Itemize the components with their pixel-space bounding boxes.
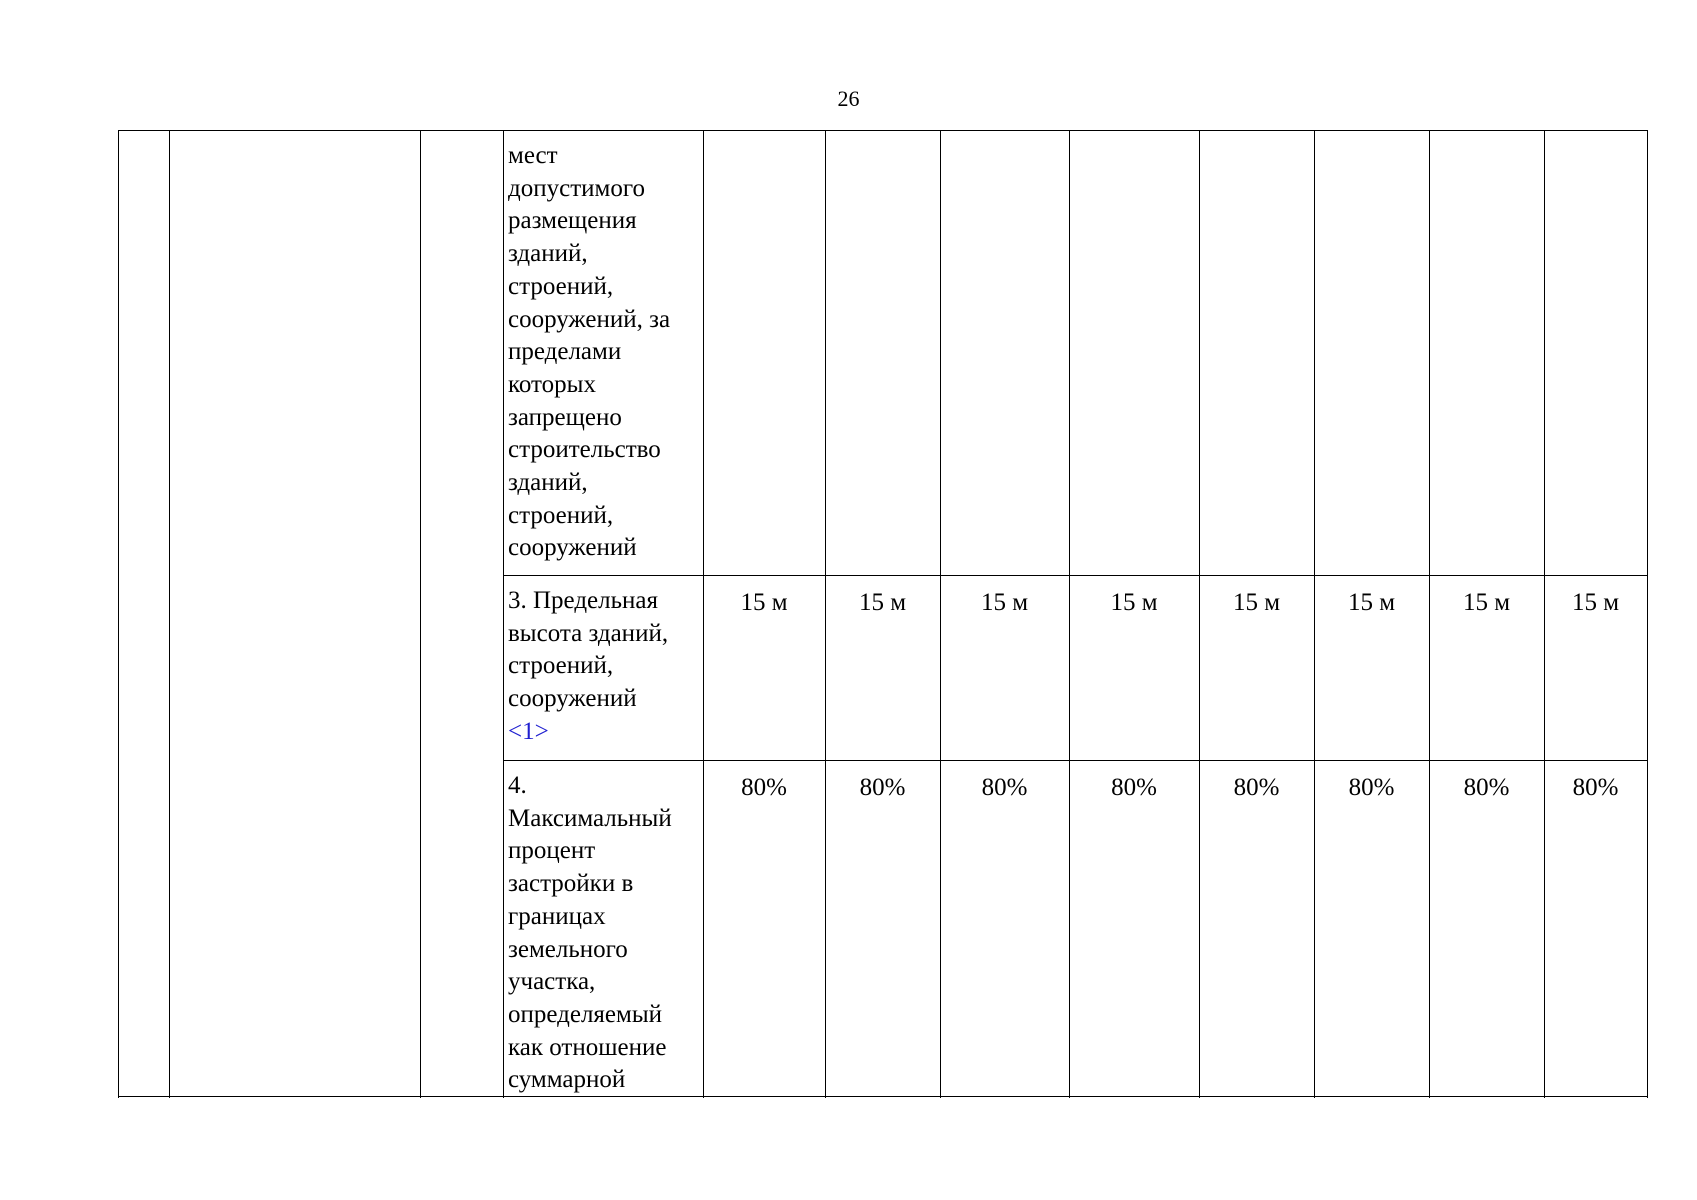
- page-number: 26: [837, 86, 860, 111]
- table-cell-value: 15 м: [858, 589, 907, 616]
- param-line: высота зданий,: [508, 619, 669, 647]
- table-cell-value: 80%: [741, 774, 787, 801]
- table-row-1-parameter: [508, 140, 704, 565]
- table-cell-value: 80%: [981, 774, 1028, 801]
- param-line: 4.: [508, 772, 527, 799]
- param-line: как отношение: [508, 1033, 667, 1061]
- param-line: границах: [508, 902, 606, 930]
- param-line: определяемый: [508, 1000, 663, 1028]
- param-line: строений,: [508, 652, 614, 680]
- row-divider: [503, 760, 1648, 761]
- table-cell-value: 15 м: [1571, 589, 1620, 616]
- table-cell-value: 15 м: [740, 589, 788, 616]
- column-divider: [420, 130, 421, 1098]
- table-row-3-parameter: [508, 770, 704, 1097]
- zoning-parameters-table: [118, 130, 1648, 1098]
- param-line: зданий,: [508, 469, 588, 497]
- param-line: земельного: [508, 935, 628, 963]
- column-divider: [169, 130, 170, 1098]
- table-cell-value: 80%: [1111, 774, 1157, 801]
- param-line: застройки в: [508, 870, 634, 898]
- table-cell-value: 80%: [1572, 774, 1619, 801]
- param-line: мест: [508, 142, 558, 169]
- table-cell-value: 80%: [1348, 774, 1395, 801]
- param-line: которых: [508, 370, 596, 398]
- param-line: сооружений: [508, 534, 637, 562]
- table-border-right: [1647, 130, 1648, 1098]
- table-cell-value: 15 м: [980, 589, 1029, 616]
- param-line: допустимого: [508, 174, 645, 202]
- param-line: сооружений, за: [508, 305, 671, 333]
- table-row-2-parameter: [508, 585, 704, 749]
- param-line: зданий,: [508, 240, 588, 268]
- table-border-bottom: [118, 1096, 1648, 1097]
- table-cell-value: 15 м: [1347, 589, 1396, 616]
- param-line: участка,: [508, 968, 596, 996]
- param-line: запрещено: [508, 403, 622, 431]
- param-line: 3. Предельная: [508, 587, 658, 614]
- param-line: пределами: [508, 338, 622, 366]
- table-cell-value: 80%: [1233, 774, 1280, 801]
- table-cell-value: 80%: [859, 774, 906, 801]
- footnote-link[interactable]: <1>: [508, 717, 549, 745]
- param-line: строений,: [508, 272, 614, 300]
- column-divider: [503, 130, 504, 1098]
- param-line: процент: [508, 837, 596, 865]
- table-border-top: [118, 130, 1648, 131]
- table-cell-value: 15 м: [1110, 589, 1158, 616]
- param-line: Максимальный: [508, 804, 672, 832]
- param-line: строений,: [508, 501, 614, 529]
- table-border-left: [118, 130, 119, 1098]
- table-cell-value: 80%: [1463, 774, 1510, 801]
- row-divider: [503, 575, 1648, 576]
- param-line: суммарной: [508, 1066, 626, 1094]
- param-line: размещения: [508, 207, 637, 235]
- param-line: сооружений: [508, 685, 637, 713]
- param-line: строительство: [508, 436, 661, 464]
- table-cell-value: 15 м: [1462, 589, 1511, 616]
- table-cell-value: 15 м: [1232, 589, 1281, 616]
